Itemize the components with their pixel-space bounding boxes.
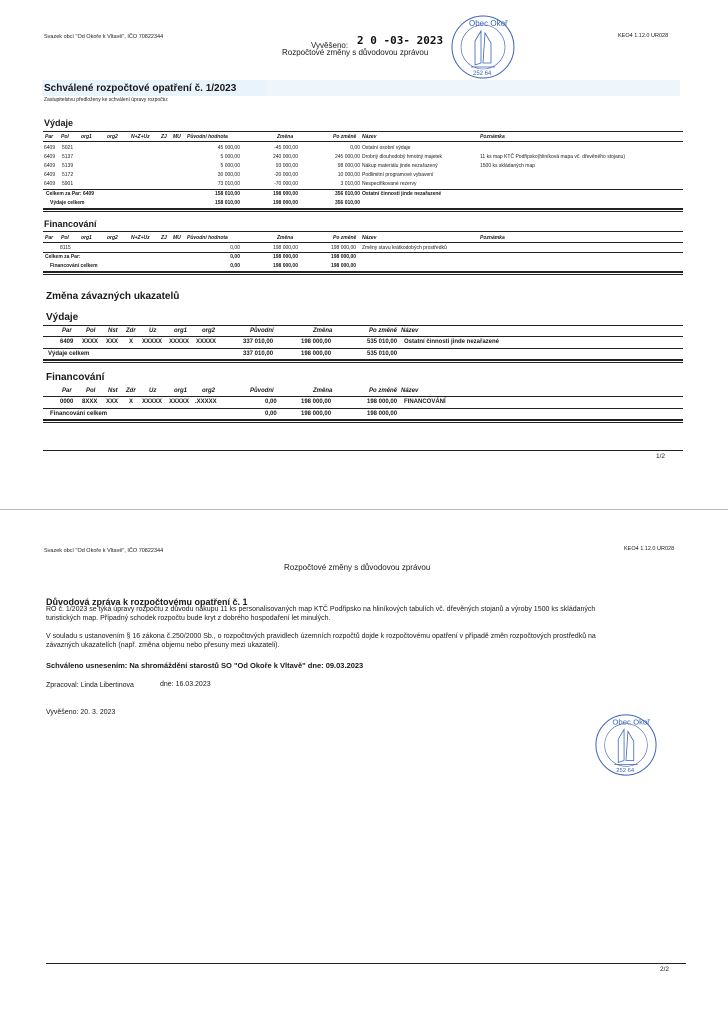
report-title: Důvodová zpráva k rozpočtovému opatření č. 1 [46, 597, 248, 607]
page-heading: Rozpočtové změny s důvodovou zprávou [282, 48, 429, 57]
posted-date: 2 0 -03- 2023 [357, 34, 444, 47]
processed-date: dne: 16.03.2023 [160, 681, 211, 688]
doc-code: KEO4 1.12.0 UR028 [624, 546, 675, 552]
paragraph-2-line-2: závazných ukazatelích (např. změna objemu nebo přesuny mezi ukazateli). [46, 642, 280, 649]
zu-fin-title: Financování [46, 372, 105, 383]
org-header: Svazek obcí "Od Okoře k Vltavě", IČO 70822344 [44, 34, 164, 40]
page-number: 1/2 [656, 453, 666, 460]
fin-title: Financování [44, 219, 97, 229]
stamp-icon [449, 13, 517, 81]
posted-label: Vyvěšeno: [311, 41, 349, 50]
page-divider [0, 509, 728, 510]
vydaje-title: Výdaje [44, 118, 74, 128]
stamp-sub: 252 64 [473, 71, 492, 77]
doc-code: KEO4 1.12.0 UR028 [618, 33, 669, 39]
org-header: Svazek obcí "Od Okoře k Vltavě", IČO 70822344 [44, 548, 164, 554]
author-line: Zpracoval: Linda Libertinova [46, 682, 134, 689]
stamp-icon [593, 712, 659, 778]
approval-line: Schváleno usnesením: Na shromáždění starostů SO "Od Okoře k Vltavě" dne: 09.03.2023 [46, 661, 364, 670]
posted-line: Vyvěšeno: 20. 3. 2023 [46, 709, 116, 716]
doc-subtitle: Zastupitelstvu předloženy ke schválení úpravy rozpočtu: [44, 97, 169, 103]
paragraph-1-line-1: RO č. 1/2023 se týká úpravy rozpočtu z důvodu nákupu 11 ks personalisovaných map KTČ Podřipsko na hliníkových tabulích vč. dřevěných stojanů a výroby 1500 ks skládaných [46, 606, 596, 613]
paragraph-2-line-1: V souladu s ustanovením § 16 zákona č.250/2000 Sb., o rozpočtových pravidlech územních rozpočtů dojde k rozpočtovému opatření v případě změn rozpočtových prostředků na [46, 633, 596, 640]
doc-title: Schválené rozpočtové opatření č. 1/2023 [44, 83, 237, 94]
stamp-text: Obec Okoř [612, 717, 650, 727]
zu-title: Změna závazných ukazatelů [46, 291, 180, 302]
page-heading: Rozpočtové změny s důvodovou zprávou [284, 563, 431, 572]
paragraph-1-line-2: turistických map. Případný schodek rozpočtu bude kryt z dobrého hospodaření let minulých. [46, 615, 331, 622]
stamp-sub: 252 64 [616, 768, 635, 775]
zu-vydaje-title: Výdaje [46, 312, 79, 323]
page-number: 2/2 [660, 966, 670, 973]
stamp-text: Obec Okoř [469, 19, 508, 28]
